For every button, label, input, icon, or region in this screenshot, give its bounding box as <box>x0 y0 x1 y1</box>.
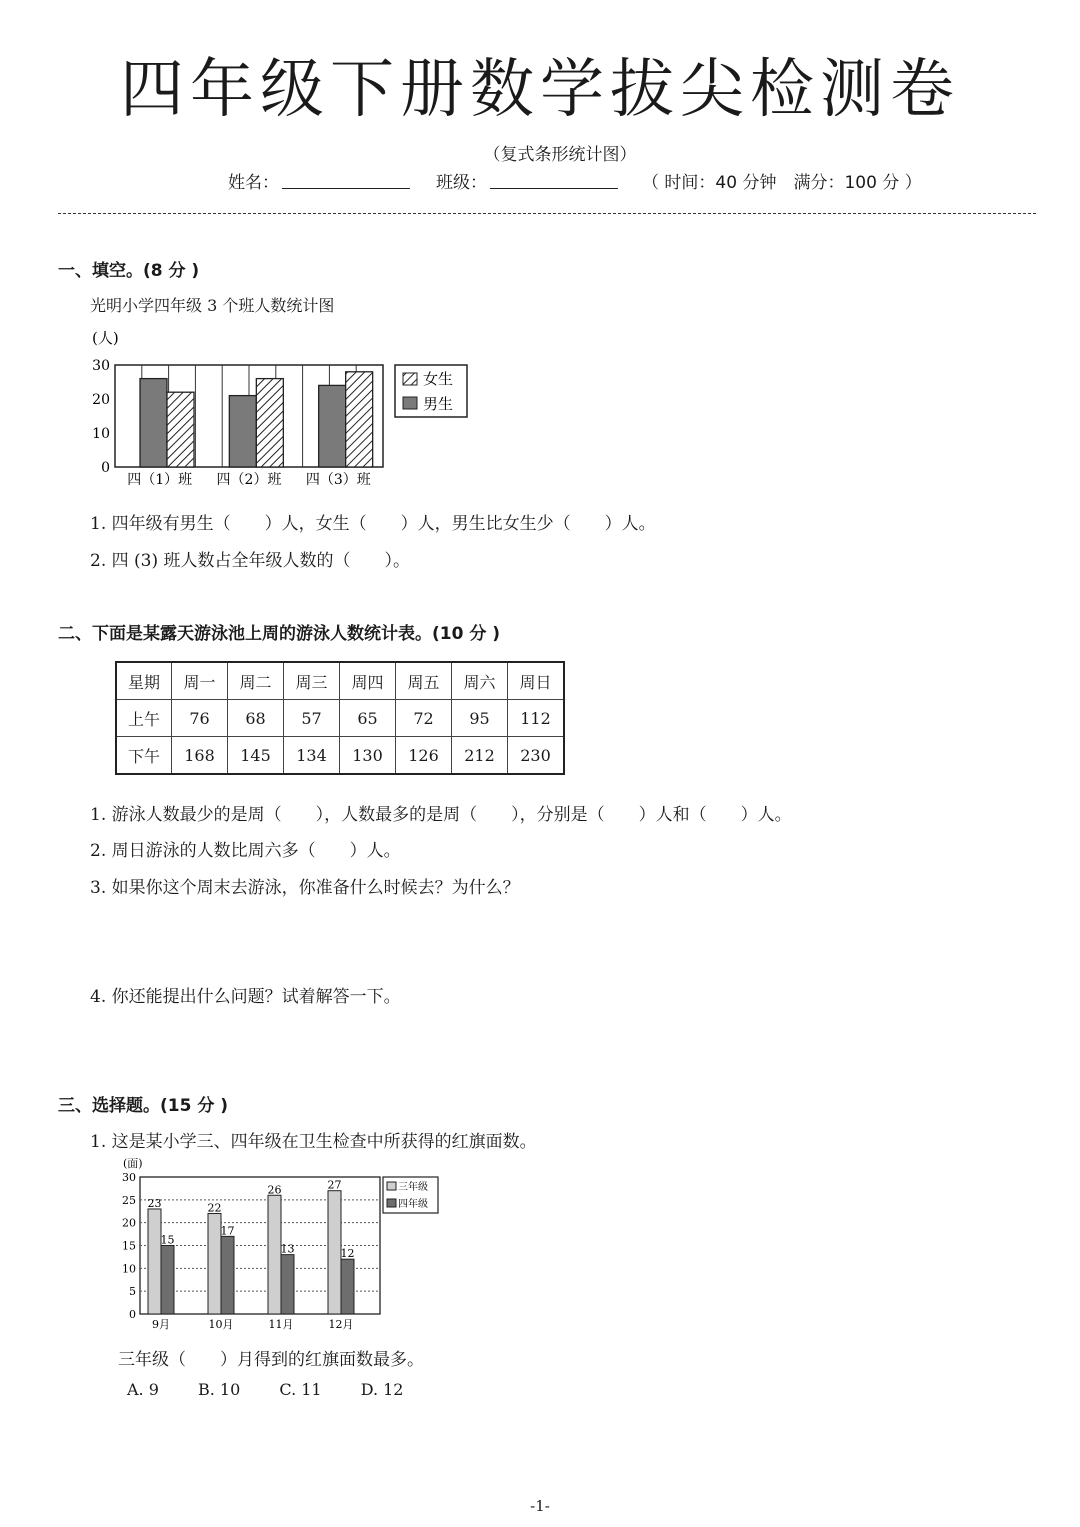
bar-grade3 <box>148 1209 161 1314</box>
y-axis-label: (面) <box>123 1157 143 1170</box>
name-blank[interactable] <box>282 170 410 189</box>
bar-grade4 <box>281 1255 294 1314</box>
table-cell: 134 <box>284 737 340 775</box>
red-flag-chart <box>105 1152 450 1337</box>
table-cell: 76 <box>172 700 228 737</box>
table-cell: 下午 <box>116 737 172 775</box>
y-tick-label: 30 <box>92 358 110 374</box>
bar-girls <box>167 392 194 467</box>
legend-label: 三年级 <box>398 1182 428 1193</box>
bar-grade4 <box>221 1236 234 1314</box>
x-tick-label: 四（3）班 <box>305 472 371 488</box>
legend-swatch-grade4 <box>387 1199 396 1207</box>
section2-heading: 二、下面是某露天游泳池上周的游泳人数统计表。(10 分 ) <box>58 624 501 644</box>
y-tick-label: 15 <box>122 1239 136 1253</box>
option-c[interactable]: C. 11 <box>279 1380 322 1399</box>
y-tick-label: 10 <box>122 1262 136 1276</box>
data-label: 17 <box>220 1224 235 1238</box>
table-cell: 95 <box>452 700 508 737</box>
section1-q2: 2. 四 (3) 班人数占全年级人数的（ ）。 <box>90 551 411 571</box>
bar-grade3 <box>268 1195 281 1314</box>
data-label: 22 <box>207 1201 222 1215</box>
option-a[interactable]: A. 9 <box>127 1380 159 1399</box>
section3-q1-sub: 三年级（ ）月得到的红旗面数最多。 <box>118 1350 424 1370</box>
table-row <box>116 700 564 737</box>
legend-label: 男生 <box>423 395 454 413</box>
class-population-chart <box>80 325 480 495</box>
legend-swatch-girls <box>403 373 417 385</box>
table-cell: 周日 <box>508 662 565 700</box>
table-cell: 230 <box>508 737 565 775</box>
x-tick-label: 10月 <box>208 1318 234 1331</box>
data-label: 15 <box>160 1233 175 1247</box>
class-blank[interactable] <box>490 170 618 189</box>
section2-q2: 2. 周日游泳的人数比周六多（ ）人。 <box>90 841 401 861</box>
table-cell: 145 <box>228 737 284 775</box>
section3-heading: 三、选择题。(15 分 ) <box>58 1096 229 1116</box>
table-cell: 126 <box>396 737 452 775</box>
divider <box>58 213 1036 214</box>
y-tick-label: 30 <box>122 1171 136 1184</box>
swim-count-table <box>115 661 565 775</box>
legend-label: 四年级 <box>398 1199 428 1210</box>
table-cell: 72 <box>396 700 452 737</box>
page-number: -1- <box>530 1497 550 1515</box>
section1-heading: 一、填空。(8 分 ) <box>58 261 200 281</box>
data-label: 13 <box>280 1242 295 1256</box>
x-tick-label: 9月 <box>152 1318 170 1331</box>
table-cell: 周四 <box>340 662 396 700</box>
bar-girls <box>256 379 283 467</box>
legend-swatch-grade3 <box>387 1182 396 1190</box>
data-label: 23 <box>147 1196 162 1210</box>
table-cell: 上午 <box>116 700 172 737</box>
bar-boys <box>319 385 346 467</box>
y-tick-label: 0 <box>129 1308 136 1321</box>
data-label: 27 <box>327 1178 342 1192</box>
table-cell: 星期 <box>116 662 172 700</box>
y-tick-label: 0 <box>101 460 110 476</box>
time-info: （ 时间：40 分钟 满分：100 分 ） <box>642 173 922 193</box>
bar-boys <box>140 379 167 467</box>
x-tick-label: 12月 <box>328 1318 354 1331</box>
bar-grade4 <box>341 1259 354 1314</box>
section1-q1: 1. 四年级有男生（ ）人，女生（ ）人，男生比女生少（ ）人。 <box>90 514 656 534</box>
options-row <box>127 1380 437 1399</box>
y-tick-label: 25 <box>122 1193 136 1207</box>
option-d[interactable]: D. 12 <box>360 1380 404 1399</box>
table-row <box>116 737 564 775</box>
table-cell: 130 <box>340 737 396 775</box>
y-tick-label: 20 <box>122 1216 136 1230</box>
y-tick-label: 5 <box>129 1285 136 1299</box>
name-label: 姓名： <box>228 173 279 193</box>
section2-q1: 1. 游泳人数最少的是周（ ），人数最多的是周（ ），分别是（ ）人和（ ）人。 <box>90 805 792 825</box>
table-cell: 周二 <box>228 662 284 700</box>
table-cell: 周五 <box>396 662 452 700</box>
table-cell: 112 <box>508 700 565 737</box>
page-subtitle: （复式条形统计图） <box>483 145 637 165</box>
table-cell: 212 <box>452 737 508 775</box>
section2-q4: 4. 你还能提出什么问题？试着解答一下。 <box>90 987 401 1007</box>
table-cell: 周一 <box>172 662 228 700</box>
data-label: 26 <box>267 1183 282 1197</box>
table-cell: 68 <box>228 700 284 737</box>
table-cell: 57 <box>284 700 340 737</box>
bar-girls <box>346 372 373 467</box>
x-tick-label: 四（2）班 <box>216 472 282 488</box>
bar-grade3 <box>208 1214 221 1314</box>
y-tick-label: 10 <box>92 426 110 442</box>
table-cell: 65 <box>340 700 396 737</box>
data-label: 12 <box>340 1247 355 1261</box>
x-tick-label: 11月 <box>268 1318 294 1331</box>
chart1-title: 光明小学四年级 3 个班人数统计图 <box>90 296 335 315</box>
class-label: 班级： <box>436 173 487 193</box>
x-tick-label: 四（1）班 <box>127 472 193 488</box>
table-cell: 168 <box>172 737 228 775</box>
section2-q3: 3. 如果你这个周末去游泳，你准备什么时候去？为什么？ <box>90 878 520 898</box>
bar-boys <box>229 396 256 467</box>
legend-swatch-boys <box>403 397 417 409</box>
bar-grade3 <box>328 1191 341 1314</box>
table-cell: 周三 <box>284 662 340 700</box>
legend-label: 女生 <box>423 370 454 388</box>
page-title: 四年级下册数学拔尖检测卷 <box>120 53 960 127</box>
table-cell: 周六 <box>452 662 508 700</box>
section3-q1: 1. 这是某小学三、四年级在卫生检查中所获得的红旗面数。 <box>90 1132 537 1152</box>
table-header-row <box>116 662 564 700</box>
y-tick-label: 20 <box>92 392 110 408</box>
option-b[interactable]: B. 10 <box>198 1380 241 1399</box>
y-axis-label: (人) <box>92 329 119 347</box>
bar-grade4 <box>161 1246 174 1315</box>
